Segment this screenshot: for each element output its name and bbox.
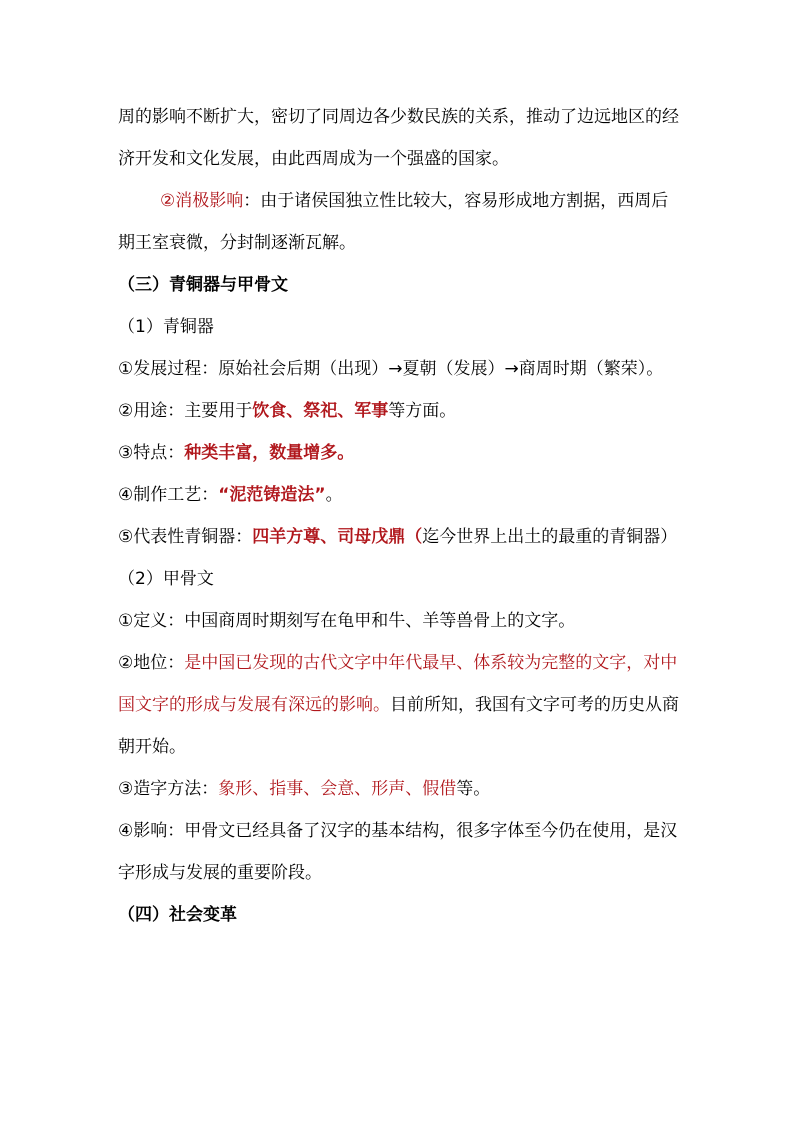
bronze-craft-highlight: “泥范铸造法” [218,485,326,505]
paragraph-negative-impact [118,180,680,264]
oracle-methods [118,768,680,810]
negative-impact-label: ②消极影响 [160,191,244,211]
bronze-uses-prefix: ②用途：主要用于 [118,401,253,421]
bronze-features-prefix: ③特点： [118,443,185,463]
oracle-status-prefix: ②地位： [118,653,185,673]
oracle-status-suffix: 目前所知，我国有文字可考的历史从商朝开始。 [118,695,679,757]
bronze-uses-suffix: 等方面。 [388,401,457,421]
bronze-representative-suffix: 迄今世界上出土的最重的青铜器） [422,527,678,547]
oracle-influence: ④影响：甲骨文已经具备了汉字的基本结构，很多字体至今仍在使用，是汉字形成与发展的重要阶段。 [118,821,678,883]
negative-impact-text: ：由于诸侯国独立性比较大，容易形成地方割据，西周后期王室衰微，分封制逐渐瓦解。 [118,191,669,253]
oracle-methods-highlight: 象形、指事、会意、形声、假借 [218,779,457,799]
section-heading-bronze-oracle: （三）青铜器与甲骨文 [118,275,288,295]
bronze-features [118,432,680,474]
oracle-definition: ①定义：中国商周时期刻写在龟甲和牛、羊等兽骨上的文字。 [118,611,576,631]
bronze-uses-highlight: 饮食、祭祀、军事 [252,401,389,421]
bronze-craft-prefix: ④制作工艺： [118,485,219,505]
oracle-status [118,642,680,768]
oracle-methods-suffix: 等。 [456,779,491,799]
paragraph-western-zhou-impact: 周的影响不断扩大，密切了同周边各少数民族的关系，推动了边远地区的经济开发和文化发展，由此西周成为一个强盛的国家。 [118,107,679,169]
bronze-craft-suffix: 。 [325,485,343,505]
bronze-craft [118,474,680,516]
bronze-representative-highlight: 四羊方尊、司母戊鼎（ [252,527,423,547]
bronze-development: ①发展过程：原始社会后期（出现）→夏朝（发展）→商周时期（繁荣）。 [118,359,664,379]
subheading-oracle-bone: （2）甲骨文 [118,569,214,589]
bronze-features-highlight: 种类丰富，数量增多。 [184,443,355,463]
bronze-representative-prefix: ⑤代表性青铜器： [118,527,253,547]
subheading-bronze: （1）青铜器 [118,317,214,337]
document-page [118,96,680,936]
section-heading-social-change: （四）社会变革 [118,905,237,925]
bronze-uses [118,390,680,432]
oracle-methods-prefix: ③造字方法： [118,779,219,799]
bronze-representative [118,516,680,558]
oracle-status-highlight: 是中国已发现的古代文字中年代最早、体系较为完整的文字，对中国文字的形成与发展有深远的影响。 [118,653,678,715]
